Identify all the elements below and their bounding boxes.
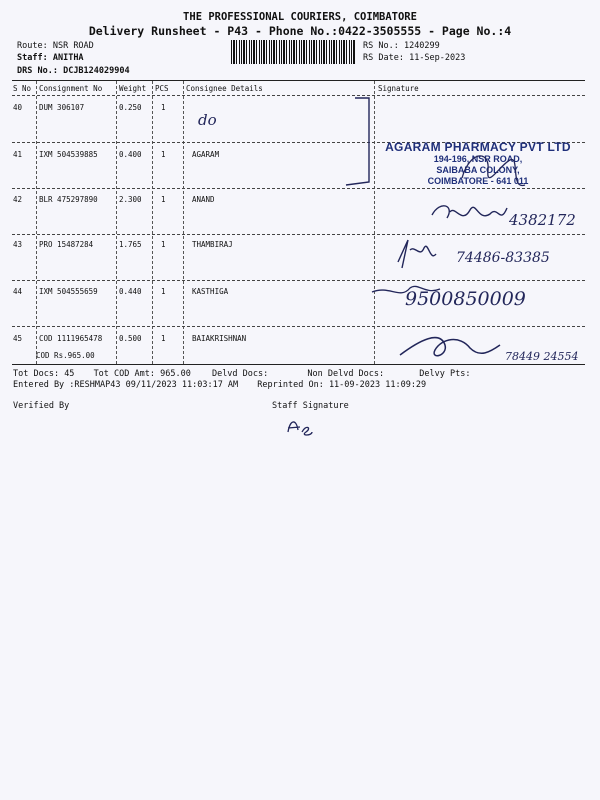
cell-consignment: DUM 306107: [39, 103, 85, 112]
col-header-pcs: PCS: [155, 84, 169, 93]
col-header-consignment: Consignment No: [39, 84, 103, 93]
cell-sno: 43: [13, 240, 23, 249]
rs-no-line: [363, 41, 440, 51]
row-divider: [12, 234, 585, 235]
tot-cod-value: 965.00: [160, 369, 191, 379]
route-line: [17, 41, 94, 51]
route-value: NSR ROAD: [52, 41, 94, 51]
cell-consignee: AGARAM: [192, 150, 220, 159]
col-header-signature: Signature: [378, 84, 419, 93]
tot-docs-value: 45: [64, 369, 75, 379]
handwritten-phone-row44: 9500850009: [405, 288, 526, 310]
entered-by: Entered By :RESHMAP43 09/11/2023 11:03:17 AM: [13, 380, 239, 390]
handwritten-phone-row43: 74486-83385: [456, 250, 550, 266]
tot-docs-label: Tot Docs:: [13, 369, 60, 379]
cell-consignee: ANAND: [192, 195, 215, 204]
cell-consignee: THAMBIRAJ: [192, 240, 233, 249]
cell-consignment: PRO 15487284: [39, 240, 94, 249]
staff-label: Staff:: [17, 53, 48, 63]
delvd-docs-label: Delvd Docs:: [211, 369, 269, 379]
col-header-consignee: Consignee Details: [186, 84, 263, 93]
col-sep-4: [183, 81, 184, 364]
company-title: THE PROFESSIONAL COURIERS, COIMBATORE: [183, 11, 417, 23]
stamp-line-3: SAIBABA COLONY,: [436, 165, 520, 175]
cell-consignee: KASTHIGA: [192, 287, 229, 296]
cell-pcs: 1: [161, 103, 166, 112]
cell-pcs: 1: [161, 195, 166, 204]
row-divider: [12, 326, 585, 327]
cell-consignment: IXM 504555659: [39, 287, 98, 296]
cell-consignment: COD 1111965478: [39, 334, 103, 343]
cod-note: COD Rs.965.00: [36, 351, 95, 360]
handwritten-phone-row45: 78449 24554: [505, 350, 579, 363]
handwritten-phone-row42: 4382172: [509, 211, 576, 229]
staff-line: [17, 53, 84, 63]
cell-weight: 1.765: [119, 240, 142, 249]
cell-consignee: BAIAKRISHNAN: [192, 334, 247, 343]
cell-sno: 40: [13, 103, 23, 112]
cell-pcs: 1: [161, 287, 166, 296]
col-sep-3: [152, 81, 153, 364]
rs-date-line: [363, 53, 465, 63]
drs-value: DCJB124029904: [63, 66, 130, 76]
handwritten-do: do: [198, 111, 217, 129]
row-divider: [12, 280, 585, 281]
stamp-line-1: AGARAM PHARMACY PVT LTD: [385, 140, 571, 154]
cell-weight: 0.400: [119, 150, 142, 159]
runsheet-title: Delivery Runsheet - P43 - Phone No.:0422-3505555 - Page No.:4: [88, 24, 512, 38]
entered-line: [13, 380, 426, 390]
cell-sno: 42: [13, 195, 23, 204]
col-header-weight: Weight: [119, 84, 147, 93]
col-sep-2: [116, 81, 117, 364]
barcode: [231, 40, 355, 64]
rs-date-label: RS Date:: [363, 53, 404, 63]
totals-line: [13, 369, 470, 379]
stamp-line-2: 194-196, NSR ROAD,: [433, 154, 523, 164]
table-top-rule: [12, 80, 585, 81]
cell-sno: 45: [13, 334, 23, 343]
cell-sno: 41: [13, 150, 23, 159]
staff-value: ANITHA: [52, 53, 84, 63]
cell-weight: 0.500: [119, 334, 142, 343]
table-bottom-rule: [12, 364, 585, 365]
reprinted-on: Reprinted On: 11-09-2023 11:09:29: [257, 380, 427, 390]
rs-no-label: RS No.:: [363, 41, 399, 51]
stamp-line-4: COIMBATORE - 641 011: [427, 176, 529, 186]
table-header-rule: [12, 95, 585, 96]
cell-sno: 44: [13, 287, 23, 296]
row-divider: [12, 188, 585, 189]
col-sep-1: [36, 81, 37, 364]
cell-pcs: 1: [161, 240, 166, 249]
verified-by-label: Verified By: [13, 401, 70, 411]
col-header-sno: S No: [13, 84, 32, 93]
drs-line: [17, 66, 130, 76]
tot-cod-label: Tot COD Amt:: [93, 369, 155, 379]
cell-weight: 2.300: [119, 195, 142, 204]
cell-pcs: 1: [161, 150, 166, 159]
cell-consignment: BLR 475297890: [39, 195, 98, 204]
cell-weight: 0.440: [119, 287, 142, 296]
col-sep-5: [374, 81, 375, 364]
cell-weight: 0.250: [119, 103, 142, 112]
drs-label: DRS No.:: [17, 66, 58, 76]
company-stamp: [383, 140, 573, 187]
rs-no-value: 1240299: [403, 41, 440, 51]
cell-consignment: IXM 504539885: [39, 150, 98, 159]
staff-signature-label: Staff Signature: [272, 401, 349, 411]
rs-date-value: 11-Sep-2023: [409, 53, 466, 63]
non-delvd-docs-label: Non Delvd Docs:: [307, 369, 385, 379]
delvy-pts-label: Delvy Pts:: [419, 369, 471, 379]
cell-pcs: 1: [161, 334, 166, 343]
route-label: Route:: [17, 41, 48, 51]
